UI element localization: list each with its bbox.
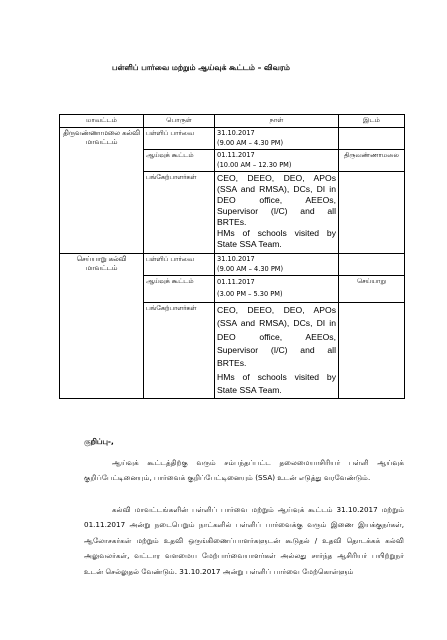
header-district: மாவட்டம் <box>60 115 144 128</box>
participants-note: HMs of schools visited by State SSA Team. <box>217 371 336 395</box>
topic-cell: பள்ளிப் பார்வை <box>144 254 215 276</box>
header-topic: பொருள் <box>144 115 215 128</box>
date-cell <box>215 150 339 172</box>
note-title-text: குறிப்பு <box>84 437 108 446</box>
place-cell: திருவண்ணாமலை <box>339 150 405 172</box>
place-cell <box>339 303 405 399</box>
header-place: இடம் <box>339 115 405 128</box>
note-paragraph: ஆய்வுக் கூட்டத்திற்கு வரும் சம்பந்தப்பட்ட தலைமையாசிரியர் பள்ளி ஆய்வுக் குறிப்பேட்டினையும், பார்வைக் குறிப்பேட்டினையும் (SSA) உடன் எடுத்து வரவேண்டும். <box>84 458 404 483</box>
topic-cell: பங்கேற்பாளர்கள் <box>144 303 215 399</box>
time-value: (9.00 AM – 4.30 PM) <box>217 264 284 273</box>
date-cell <box>215 276 339 303</box>
topic-cell: ஆய்வுக் கூட்டம் <box>144 276 215 303</box>
schedule-table <box>59 114 405 399</box>
document-title: பள்ளிப் பார்வை மற்றும் ஆய்வுக் கூட்டம் – விவரம் <box>112 63 290 72</box>
page-crop-edge <box>59 412 405 432</box>
topic-cell: பள்ளிப் பார்வை <box>144 128 215 150</box>
participants-cell <box>215 303 339 399</box>
date-value: 01.11.2017 <box>217 151 255 160</box>
participants-cell <box>215 172 339 254</box>
topic-cell: பங்கேற்பாளர்கள் <box>144 172 215 254</box>
district-name: செய்யாறு கல்வி மாவட்டம் <box>60 254 144 399</box>
table-row <box>60 254 405 276</box>
time-value: (10.00 AM – 12.30 PM) <box>217 160 292 169</box>
place-cell: செய்யாறு <box>339 276 405 303</box>
participants-list: CEO, DEEO, DEO, APOs (SSA and RMSA), DCs, DI in DEO office, AEEOs, Supervisor (I/C) and all BRTEs. <box>217 305 336 369</box>
table-header-row <box>60 115 405 128</box>
date-value: 31.10.2017 <box>217 255 255 264</box>
date-cell <box>215 254 339 276</box>
date-value: 01.11.2017 <box>217 278 255 287</box>
place-cell <box>339 128 405 150</box>
note-title: குறிப்பு-, <box>84 437 114 446</box>
place-cell <box>339 172 405 254</box>
date-value: 31.10.2017 <box>217 129 255 137</box>
district-name: திருவண்ணாமலை கல்வி மாவட்டம் <box>60 128 144 254</box>
topic-cell: ஆய்வுக் கூட்டம் <box>144 150 215 172</box>
date-cell <box>215 128 339 150</box>
time-value: (3.00 PM – 5.30 PM) <box>217 290 283 299</box>
note-paragraph: கல்வி மாவட்டங்களின் பள்ளிப் பார்வை மற்றும் ஆய்வுக் கூட்டம் 31.10.2017 மற்றும் 01.11.2017 அன்று நடைபெறும் நாட்களில் பள்ளிப் பார்வைக்கு வரும் இணை இயக்குநர்கள், ஆலோசகர்கள் மற்றும் உதவி ஒருங்கிணைப்பாளர்களுடன் கூடுதல் / உதவி தொடக்கக் கல்வி அலுவலர்கள், வட்டார வளமைய மேற்பார்வையாளர்கள் அல்லது சார்ந்த ஆசிரியர் பயிற்றுநர் உடன் செல்லுதல் வேண்டும். 31.10.2017 அன்று பள்ளிப் பார்வை மேற்கொள்ளும் <box>84 505 404 576</box>
table-row <box>60 128 405 150</box>
time-value: (9.00 AM – 4.30 PM) <box>217 138 284 147</box>
participants-list: CEO, DEEO, DEO, APOs (SSA and RMSA), DCs, DI in DEO office, AEEOs, Supervisor (I/C) and all BRTEs. <box>217 173 336 228</box>
participants-note: HMs of schools visited by State SSA Team. <box>217 228 336 250</box>
place-cell <box>339 254 405 276</box>
header-date: நாள் <box>215 115 339 128</box>
